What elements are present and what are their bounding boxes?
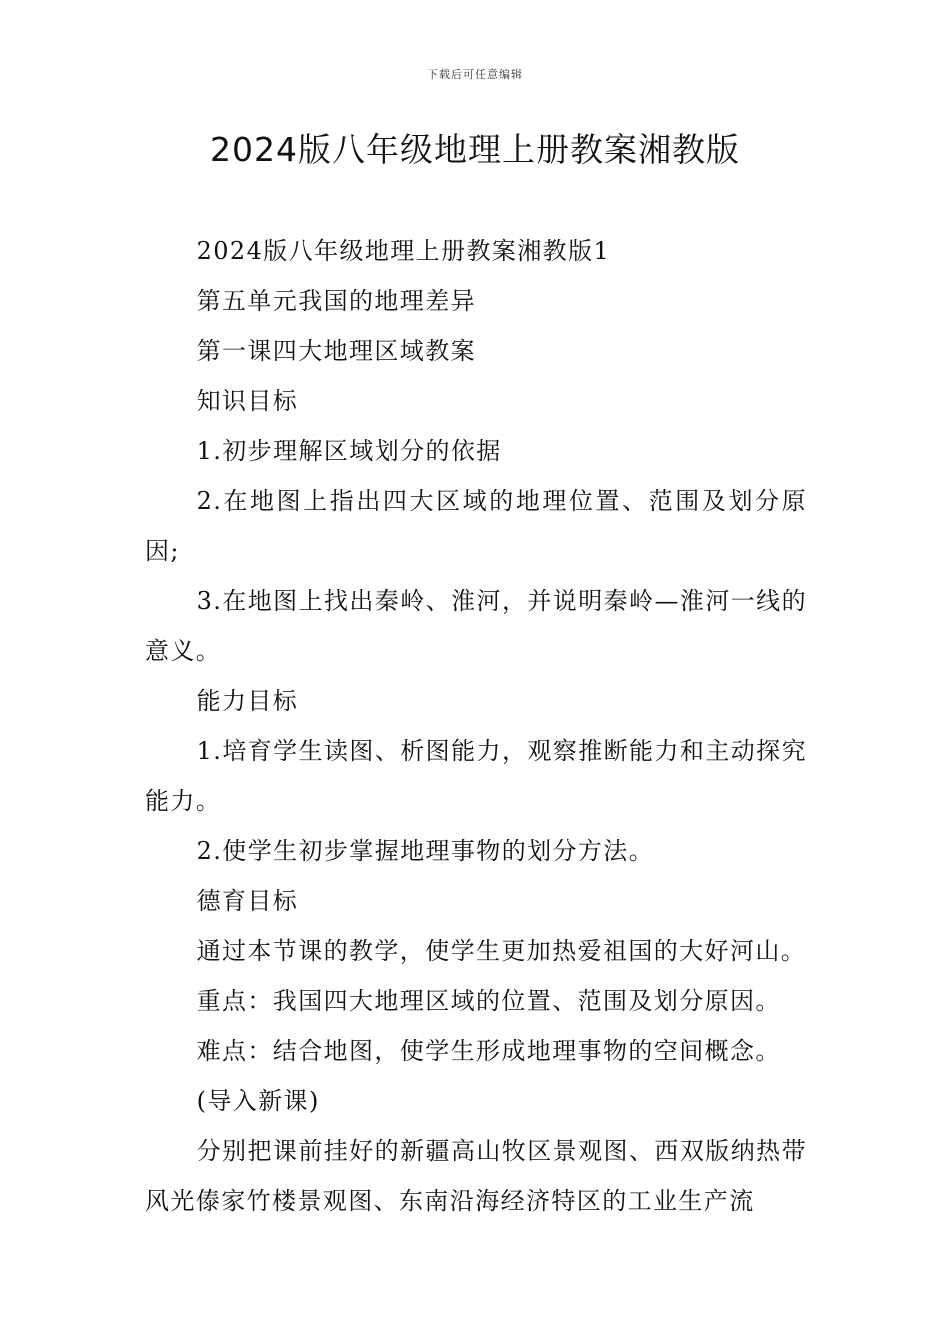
document-title: 2024版八年级地理上册教案湘教版 bbox=[210, 130, 740, 169]
paragraph-unit-title: 第五单元我国的地理差异 bbox=[196, 287, 476, 315]
paragraph-lesson-title: 第一课四大地理区域教案 bbox=[196, 337, 476, 365]
paragraph-intro-heading: (导入新课) bbox=[196, 1087, 320, 1115]
paragraph-knowledge-item-3: 3.在地图上找出秦岭、淮河，并说明秦岭—淮河一线的意义。 bbox=[145, 587, 807, 665]
paragraph-moral-heading: 德育目标 bbox=[196, 887, 299, 915]
paragraph-moral-item: 通过本节课的教学，使学生更加热爱祖国的大好河山。 bbox=[196, 937, 807, 965]
paragraph-knowledge-item-1: 1.初步理解区域划分的依据 bbox=[196, 437, 502, 465]
paragraph-ability-item-1: 1.培育学生读图、析图能力，观察推断能力和主动探究能力。 bbox=[145, 737, 807, 815]
paragraph-difficult-point: 难点：结合地图，使学生形成地理事物的空间概念。 bbox=[196, 1037, 781, 1065]
paragraph-knowledge-heading: 知识目标 bbox=[196, 387, 299, 415]
paragraph-ability-item-2: 2.使学生初步掌握地理事物的划分方法。 bbox=[196, 837, 655, 865]
paragraph-key-point: 重点：我国四大地理区域的位置、范围及划分原因。 bbox=[196, 987, 781, 1015]
header-note: 下载后可任意编辑 bbox=[427, 68, 523, 81]
document-body bbox=[145, 226, 807, 1226]
paragraph-subtitle: 2024版八年级地理上册教案湘教版1 bbox=[196, 237, 611, 265]
paragraph-intro-text: 分别把课前挂好的新疆高山牧区景观图、西双版纳热带风光傣家竹楼景观图、东南沿海经济特区的工业生产流 bbox=[145, 1137, 807, 1215]
paragraph-knowledge-item-2: 2.在地图上指出四大区域的地理位置、范围及划分原因; bbox=[145, 487, 807, 565]
paragraph-ability-heading: 能力目标 bbox=[196, 687, 299, 715]
